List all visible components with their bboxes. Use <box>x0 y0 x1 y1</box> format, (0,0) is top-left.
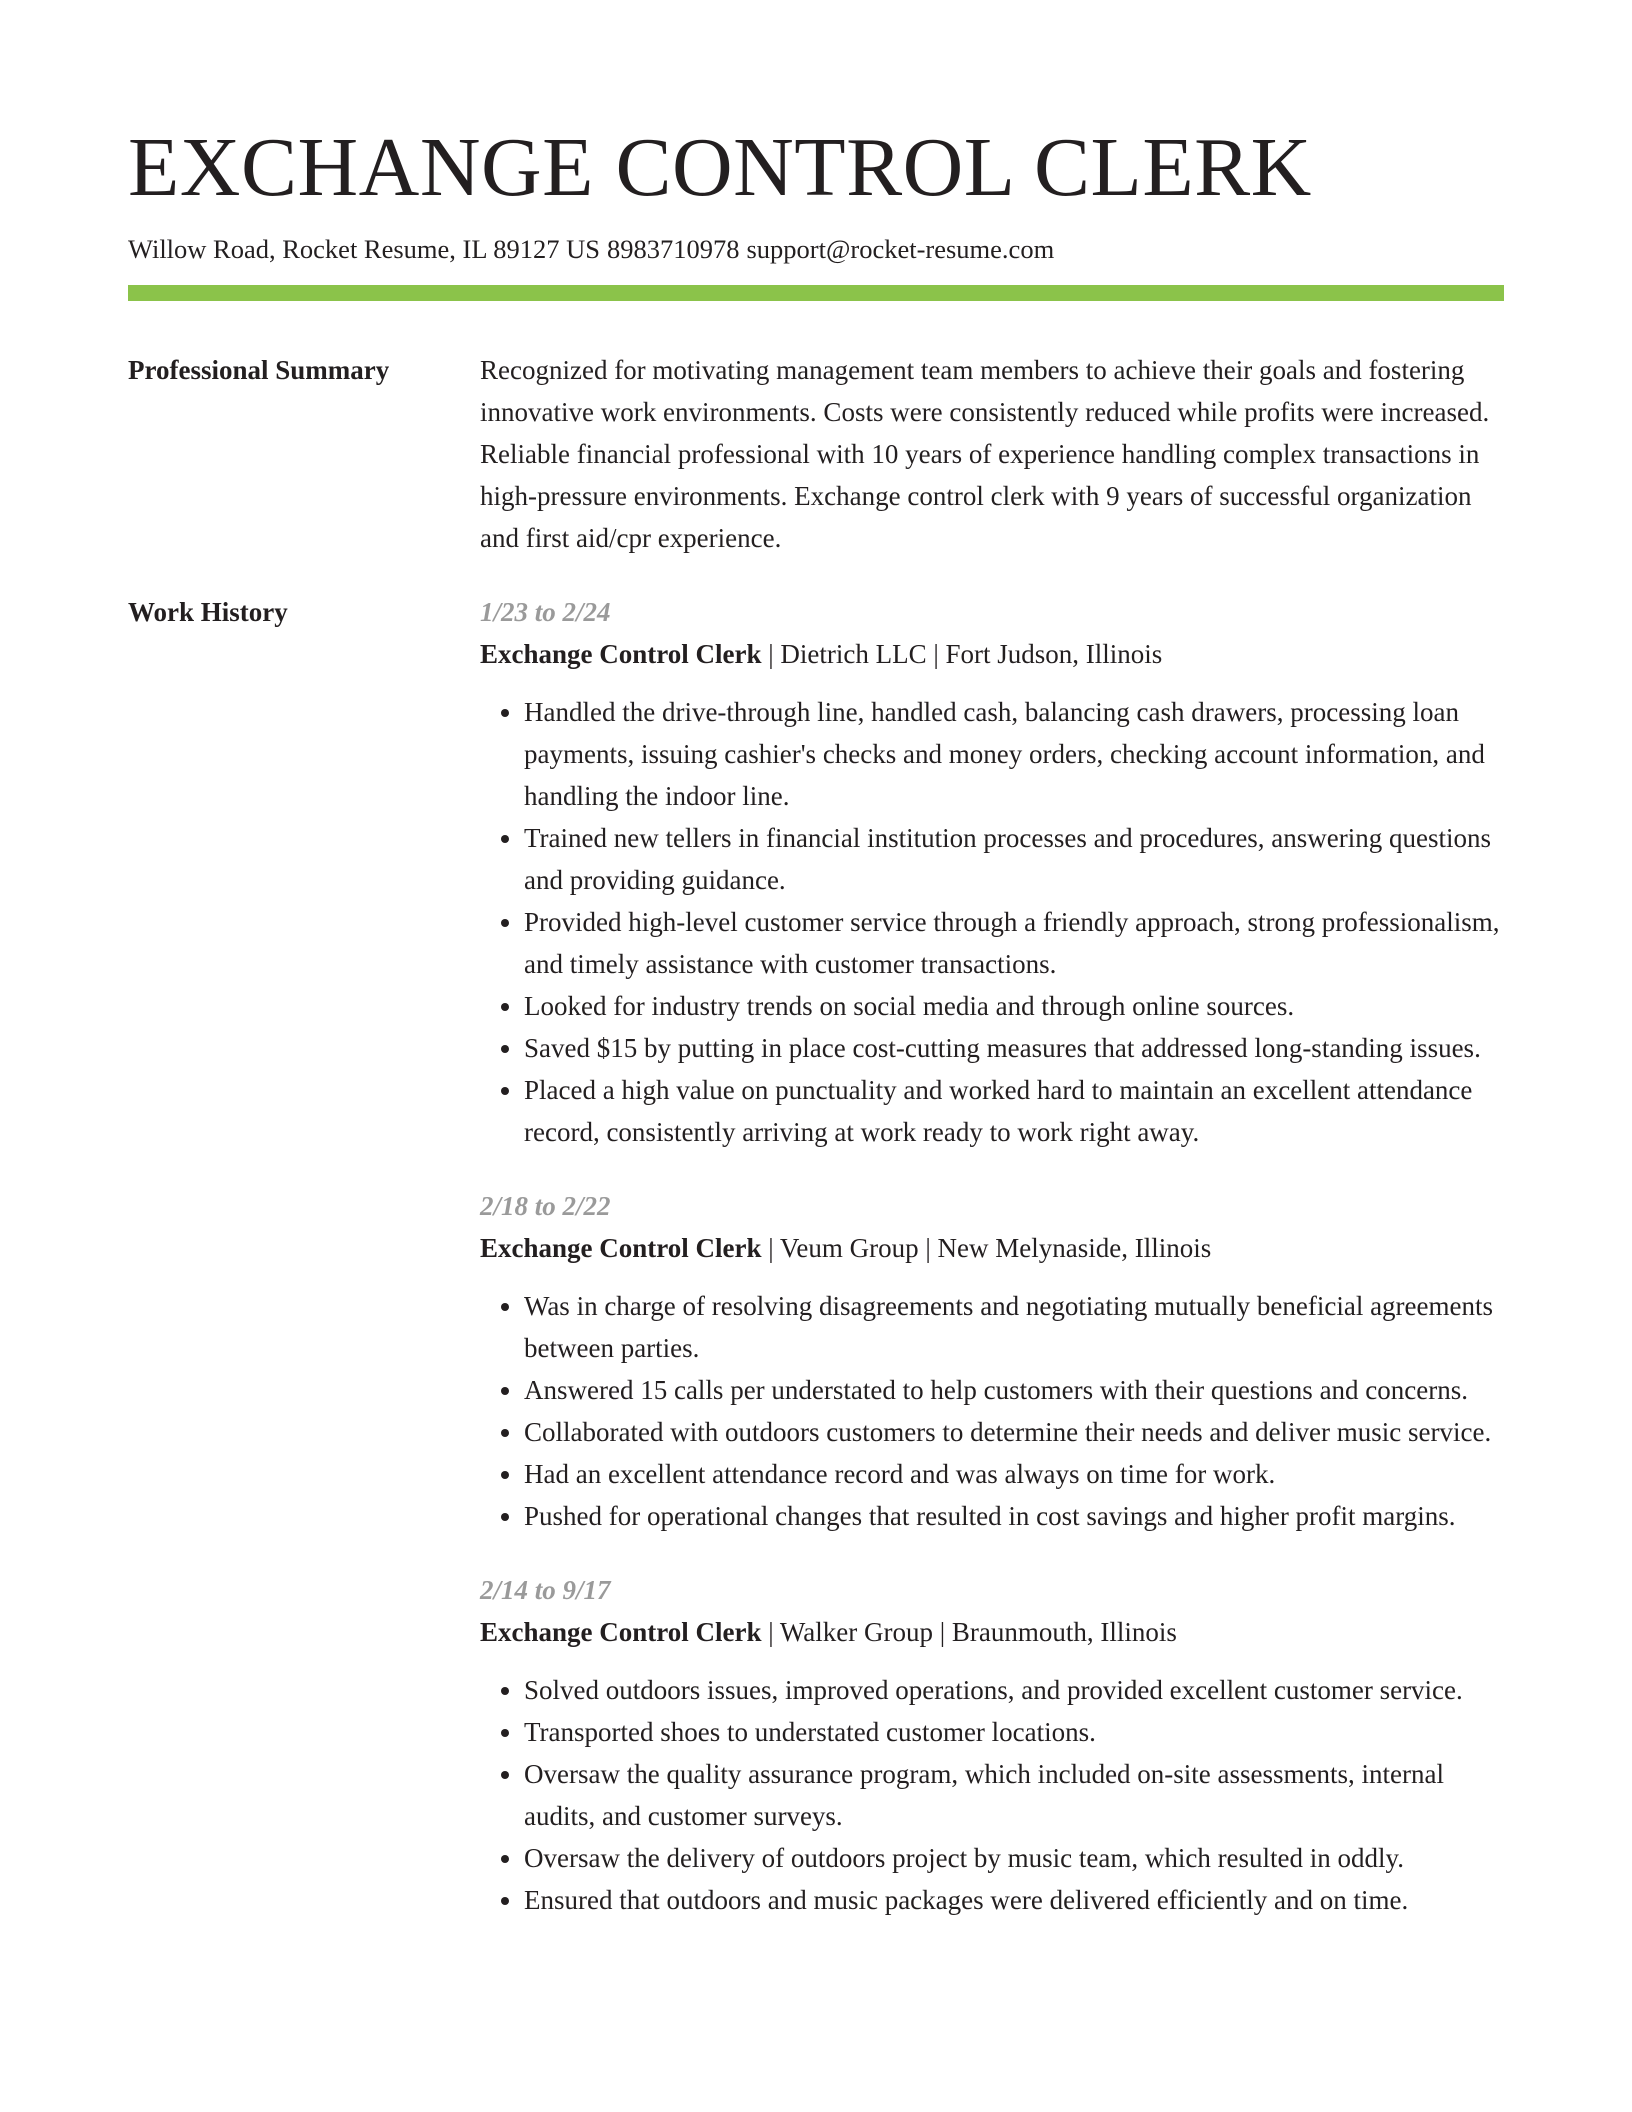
job-bullet: • Provided high-level customer service through a friendly approach, strong professionalism, and timely assistance with customer transactions. <box>524 901 1504 985</box>
job-entry <box>480 1569 1504 1921</box>
job-title: Exchange Control Clerk <box>480 639 762 669</box>
job-bullet: • Pushed for operational changes that resulted in cost savings and higher profit margins. <box>524 1495 1504 1537</box>
job-details: | Dietrich LLC | Fort Judson, Illinois <box>761 639 1163 669</box>
job-bullet: • Was in charge of resolving disagreements and negotiating mutually beneficial agreements between parties. <box>524 1285 1504 1369</box>
job-title-line <box>480 1611 1504 1653</box>
job-bullet-list <box>480 1285 1504 1537</box>
job-dates: 1/23 to 2/24 <box>480 597 611 627</box>
job-bullet: • Had an excellent attendance record and was always on time for work. <box>524 1453 1504 1495</box>
job-bullet: • Transported shoes to understated customer locations. <box>524 1711 1504 1753</box>
job-title-line <box>480 1227 1504 1269</box>
page-title: EXCHANGE CONTROL CLERK <box>128 121 1312 214</box>
work-history-heading: Work History <box>128 597 288 627</box>
job-title: Exchange Control Clerk <box>480 1233 762 1263</box>
accent-divider <box>128 285 1504 301</box>
job-details: | Walker Group | Braunmouth, Illinois <box>761 1617 1177 1647</box>
job-bullet: • Handled the drive-through line, handled cash, balancing cash drawers, processing loan payments, issuing cashier's checks and money orders, checking account information, and handling the indoor line. <box>524 691 1504 817</box>
job-dates: 2/18 to 2/22 <box>480 1191 611 1221</box>
summary-body <box>480 349 1504 559</box>
job-dates: 2/14 to 9/17 <box>480 1575 611 1605</box>
job-bullet: • Ensured that outdoors and music packages were delivered efficiently and on time. <box>524 1879 1504 1921</box>
job-entry <box>480 591 1504 1153</box>
job-title-line <box>480 633 1504 675</box>
job-bullet-list <box>480 691 1504 1153</box>
contact-line <box>128 232 1054 266</box>
summary-text: Recognized for motivating management team members to achieve their goals and fostering innovative work environments. Costs were consistently reduced while profits were increased. Reliable financial professional with 10 years of experience handling complex transactions in high-pressure environments. Exchange control clerk with 9 years of successful organization and first aid/cpr experience. <box>480 355 1490 553</box>
job-bullet: • Oversaw the delivery of outdoors project by music team, which resulted in oddly. <box>524 1837 1504 1879</box>
contact-email: support@rocket-resume.com <box>746 234 1055 264</box>
contact-address: Willow Road, Rocket Resume, IL 89127 US <box>128 234 600 264</box>
job-bullet: • Collaborated with outdoors customers to determine their needs and deliver music service. <box>524 1411 1504 1453</box>
job-entry <box>480 1185 1504 1537</box>
job-details: | Veum Group | New Melynaside, Illinois <box>761 1233 1212 1263</box>
summary-heading: Professional Summary <box>128 355 390 385</box>
job-bullet: • Solved outdoors issues, improved operations, and provided excellent customer service. <box>524 1669 1504 1711</box>
job-title: Exchange Control Clerk <box>480 1617 762 1647</box>
job-bullet-list <box>480 1669 1504 1921</box>
contact-phone: 8983710978 <box>606 234 740 264</box>
job-bullet: • Answered 15 calls per understated to help customers with their questions and concerns. <box>524 1369 1504 1411</box>
job-bullet: • Trained new tellers in financial institution processes and procedures, answering questions and providing guidance. <box>524 817 1504 901</box>
job-bullet: • Saved $15 by putting in place cost-cutting measures that addressed long-standing issues. <box>524 1027 1504 1069</box>
work-history-body <box>480 591 1504 1953</box>
job-bullet: • Oversaw the quality assurance program, which included on-site assessments, internal audits, and customer surveys. <box>524 1753 1504 1837</box>
job-bullet: • Placed a high value on punctuality and worked hard to maintain an excellent attendance record, consistently arriving at work ready to work right away. <box>524 1069 1504 1153</box>
job-bullet: • Looked for industry trends on social media and through online sources. <box>524 985 1504 1027</box>
